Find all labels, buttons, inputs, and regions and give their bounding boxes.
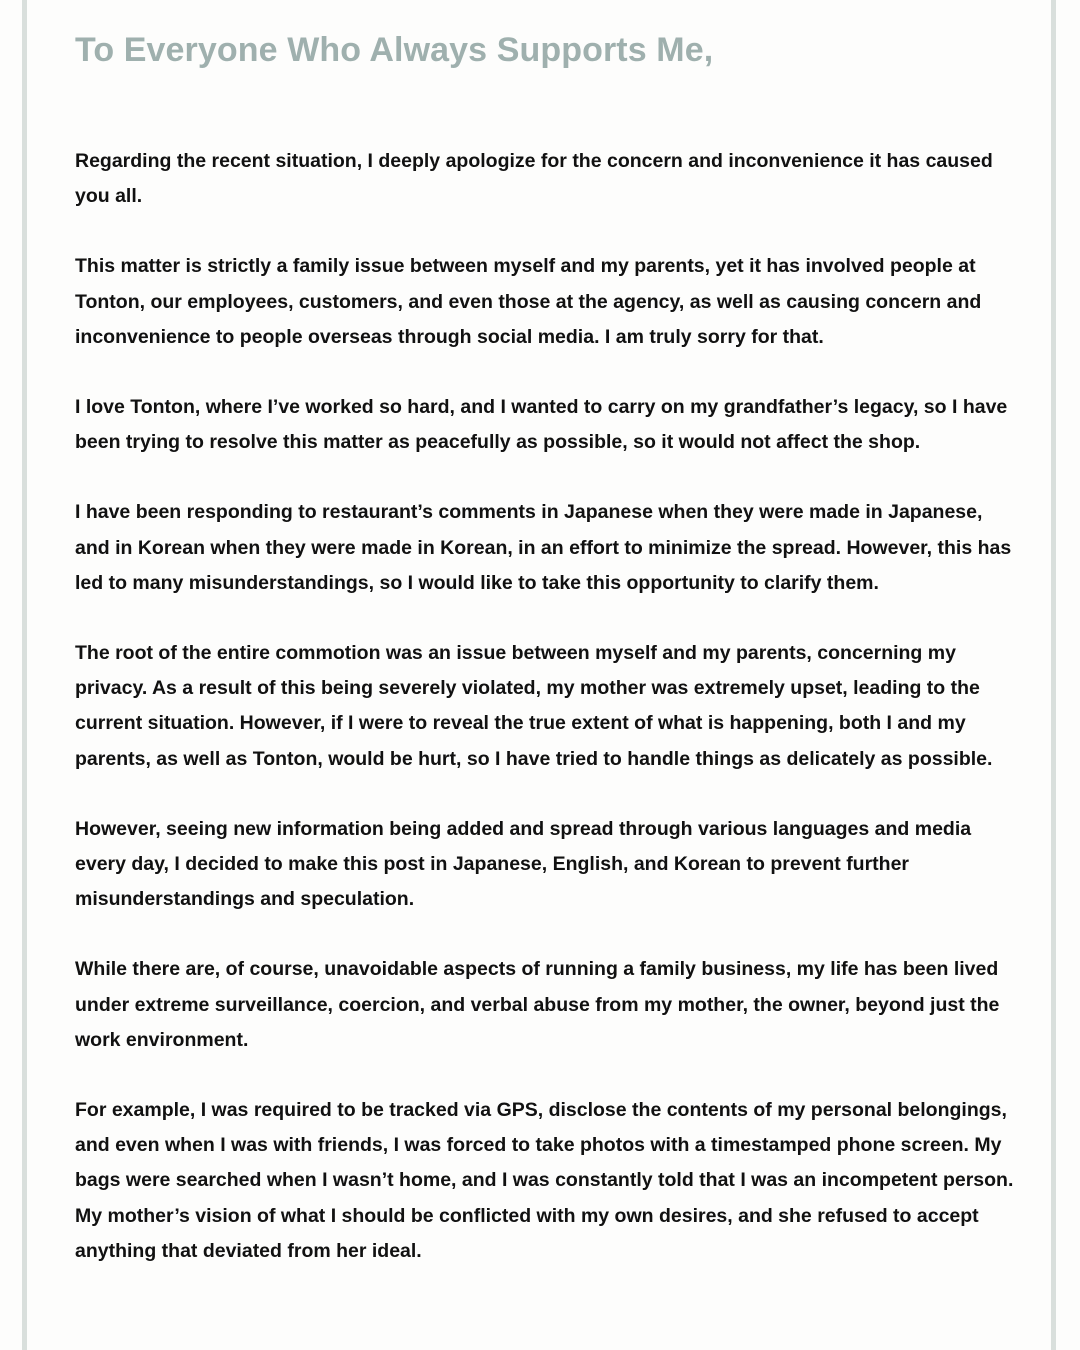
letter-body xyxy=(75,144,1015,1304)
paragraph-apology: Regarding the recent situation, I deeply apologize for the concern and inconvenience it has caused you all. xyxy=(75,150,993,208)
paragraph-responding-comments: I have been responding to restaurant’s comments in Japanese when they were made in Japanese, and in Korean when they were made in Korean, in an effort to minimize the spread. However, this has led to many misunderstandings, so I would like to take this opportunity to clarify them. xyxy=(75,501,1012,594)
left-border-rule xyxy=(22,0,27,1350)
paragraph-family-business: While there are, of course, unavoidable aspects of running a family business, my life has been lived under extreme surveillance, coercion, and verbal abuse from my mother, the owner, beyond just the work environment. xyxy=(75,958,1000,1051)
paragraph-family-issue: This matter is strictly a family issue between myself and my parents, yet it has involved people at Tonton, our employees, customers, and even those at the agency, as well as causing concern and inconvenience to people overseas through social media. I am truly sorry for that. xyxy=(75,255,982,348)
letter-title: To Everyone Who Always Supports Me, xyxy=(75,31,714,69)
paragraph-decision-to-post: However, seeing new information being added and spread through various languages and media every day, I decided to make this post in Japanese, English, and Korean to prevent further misunderstandings and speculation. xyxy=(75,817,972,911)
paragraph-root-cause: The root of the entire commotion was an issue between myself and my parents, concerning my privacy. As a result of this being severely violated, my mother was extremely upset, leading to the current situation. However, if I were to reveal the true extent of what is happening, both I and my parents, as well as Tonton, would be hurt, so I have tried to handle things as delicately as possible. xyxy=(75,642,993,770)
paragraph-love-tonton: I love Tonton, where I’ve worked so hard, and I wanted to carry on my grandfather’s legacy, so I have been trying to resolve this matter as peacefully as possible, so it would not affect the shop. xyxy=(75,396,1008,454)
right-border-rule xyxy=(1051,0,1056,1350)
paragraph-examples: For example, I was required to be tracked via GPS, disclose the contents of my personal belongings, and even when I was with friends, I was forced to take photos with a timestamped phone screen. My bags were searched when I wasn’t home, and I was constantly told that I was an incompetent person. My mother’s vision of what I should be conflicted with my own desires, and she refused to accept anything that deviated from her ideal. xyxy=(75,1099,1014,1262)
